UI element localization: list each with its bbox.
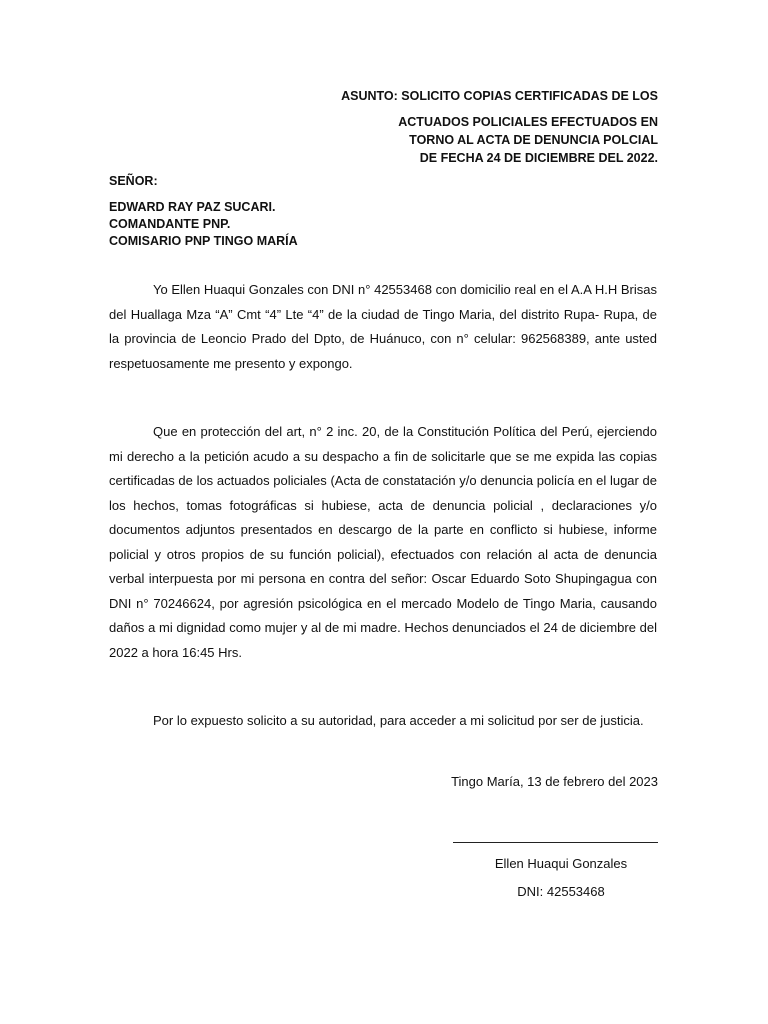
body-paragraph-1-text: Yo Ellen Huaqui Gonzales con DNI n° 42553468 con domicilio real en el A.A H.H Brisas del Huallaga Mza “A” Cmt “4” Lte “4” de la ciudad de Tingo Maria, del distrito Rupa- Rupa, de la provincia de Leoncio Prado del Dpto, de Huánuco, con n° celular: 962568389, ante usted respetuosamente me presento y expongo. <box>109 282 657 371</box>
signature-line <box>453 842 658 843</box>
salutation: SEÑOR: <box>109 174 158 188</box>
signature-name: Ellen Huaqui Gonzales <box>494 856 628 871</box>
addressee-post: COMISARIO PNP TINGO MARÍA <box>109 234 298 248</box>
subject-line-1: ASUNTO: SOLICITO COPIAS CERTIFICADAS DE LOS <box>341 89 658 103</box>
addressee-rank: COMANDANTE PNP. <box>109 217 231 231</box>
subject-line-3: TORNO AL ACTA DE DENUNCIA POLCIAL <box>409 133 658 147</box>
body-paragraph-2-text: Que en protección del art, n° 2 inc. 20, de la Constitución Política del Perú, ejerciendo mi derecho a la petición acudo a su despacho a fin de solicitarle que se me expida las copias certificadas de los actuados policiales (Acta de constatación y/o denuncia policía en el lugar de los hechos, tomas fotográficas si hubiese, acta de denuncia policial , declaraciones y/o documentos adjuntos presentados en descargo de la parte en conflicto si hubiese, informe policial y otros propios de su función policial), efectuados con relación al acta de denuncia verbal interpuesta por mi persona en contra del señor: Oscar Eduardo Soto Shupingagua con DNI n° 70246624, por agresión psicológica en el mercado Modelo de Tingo Maria, causando daños a mi dignidad como mujer y al de mi madre. Hechos denunciados el 24 de diciembre del 2022 a hora 16:45 Hrs. <box>109 424 657 660</box>
body-paragraph-3 <box>109 709 657 734</box>
place-date: Tingo María, 13 de febrero del 2023 <box>451 774 658 789</box>
body-paragraph-2 <box>109 420 657 665</box>
subject-line-4: DE FECHA 24 DE DICIEMBRE DEL 2022. <box>419 151 658 165</box>
subject-line-2: ACTUADOS POLICIALES EFECTUADOS EN <box>398 115 658 129</box>
signature-dni: DNI: 42553468 <box>517 884 605 899</box>
body-paragraph-1 <box>109 278 657 376</box>
addressee-name: EDWARD RAY PAZ SUCARI. <box>109 200 276 214</box>
body-paragraph-3-text: Por lo expuesto solicito a su autoridad, para acceder a mi solicitud por ser de justicia. <box>153 713 644 728</box>
